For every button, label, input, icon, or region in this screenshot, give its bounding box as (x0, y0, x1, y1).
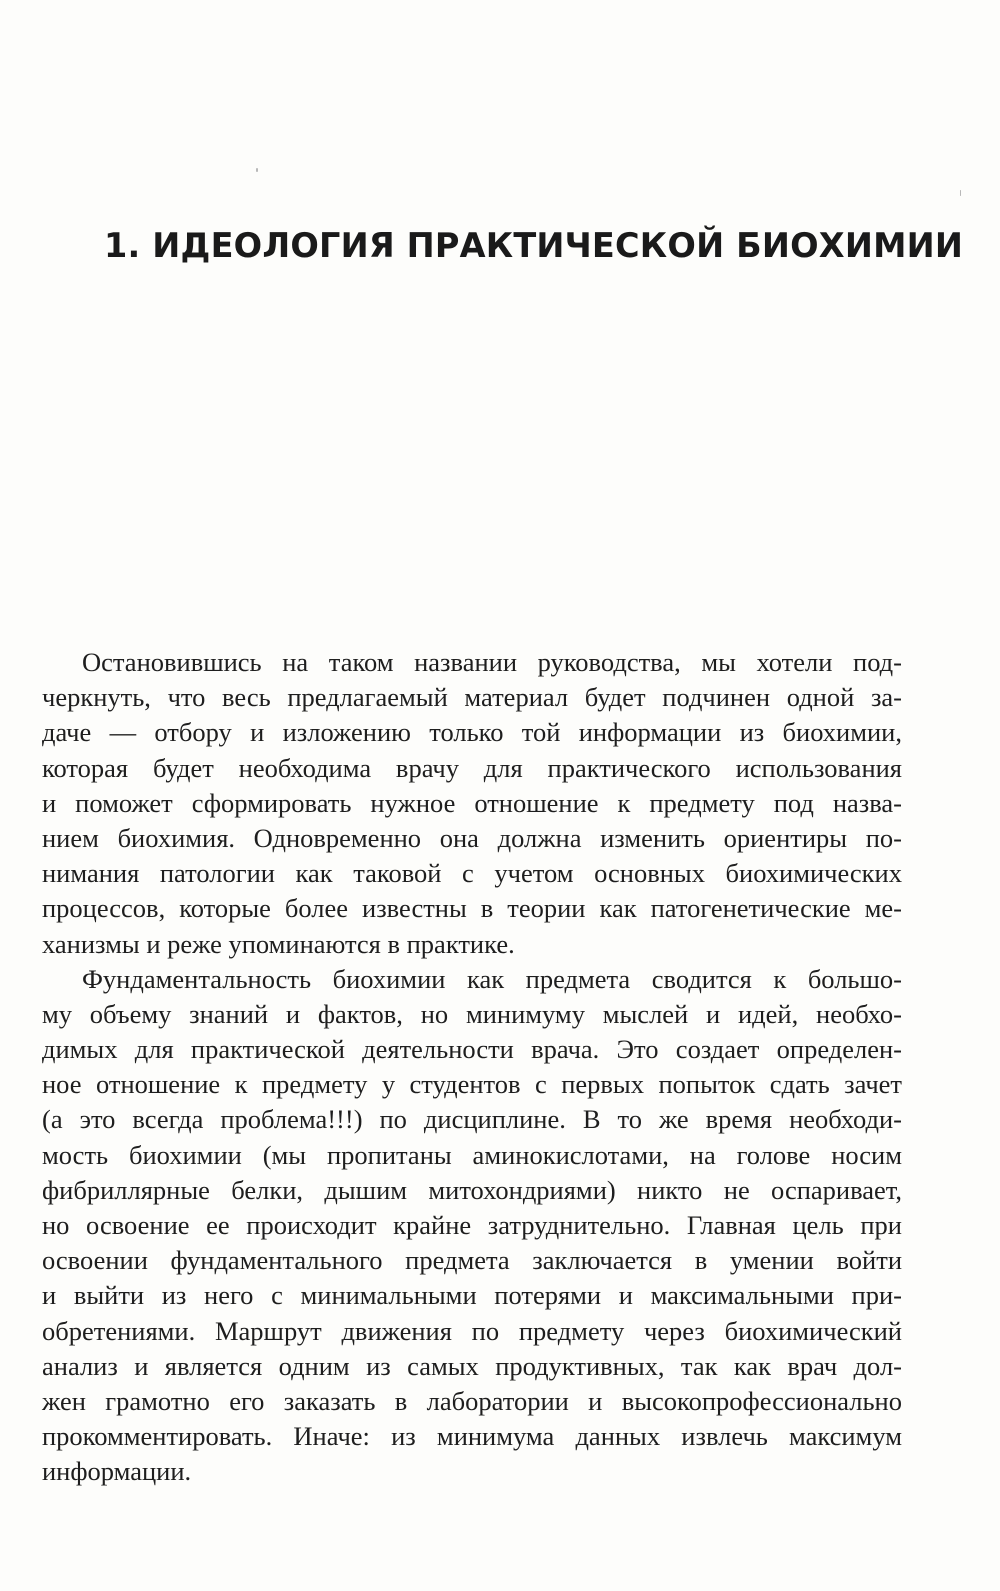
text-line: му объему знаний и фактов, но минимуму мыслей и идей, необхо- (42, 998, 902, 1029)
text-line: прокомментировать. Иначе: из минимума данных извлечь максимум (42, 1421, 902, 1452)
text-line: информации. (42, 1456, 192, 1487)
text-line: мость биохимии (мы пропитаны аминокислотами, на голове носим (42, 1139, 902, 1170)
paragraph-1 (42, 645, 902, 962)
scan-speck (256, 168, 258, 172)
text-line: фибриллярные белки, дышим митохондриями) никто не оспаривает, (42, 1174, 902, 1205)
chapter-title: 1. ИДЕОЛОГИЯ ПРАКТИЧЕСКОЙ БИОХИМИИ (104, 226, 964, 265)
paragraph-2 (42, 962, 902, 1490)
text-line: (а это всегда проблема!!!) по дисциплине. В то же время необходи- (42, 1104, 902, 1135)
text-line: анализ и является одним из самых продуктивных, так как врач дол- (42, 1350, 902, 1381)
scan-speck (960, 190, 961, 196)
text-line: Фундаментальность биохимии как предмета сводится к большо- (82, 963, 902, 994)
text-line: и поможет сформировать нужное отношение к предмету под назва- (42, 787, 902, 818)
text-line: Остановившись на таком названии руководства, мы хотели под- (82, 647, 902, 677)
text-line: освоении фундаментального предмета заключается в умении войти (42, 1245, 902, 1276)
text-line: нием биохимия. Одновременно она должна изменить ориентиры по- (42, 822, 902, 853)
text-line: которая будет необходима врачу для практического использования (42, 752, 902, 783)
text-line: и выйти из него с минимальными потерями и максимальными при- (42, 1280, 902, 1311)
text-line: обретениями. Маршрут движения по предмету через биохимический (42, 1315, 902, 1346)
text-line: даче — отбору и изложению только той информации из биохимии, (42, 717, 902, 748)
text-line: ханизмы и реже упоминаются в практике. (42, 928, 515, 959)
text-line: ное отношение к предмету у студентов с первых попыток сдать зачет (42, 1069, 902, 1100)
text-line: но освоение ее происходит крайне затруднительно. Главная цель при (42, 1210, 902, 1240)
text-line: черкнуть, что весь предлагаемый материал будет подчинен одной за- (42, 682, 902, 713)
text-line: нимания патологии как таковой с учетом основных биохимических (42, 858, 902, 889)
body-text (42, 645, 902, 1490)
text-line: димых для практической деятельности врача. Это создает определен- (42, 1034, 902, 1065)
text-line: процессов, которые более известны в теории как патогенетические ме- (42, 893, 902, 924)
text-line: жен грамотно его заказать в лаборатории и высокопрофессионально (42, 1385, 902, 1416)
